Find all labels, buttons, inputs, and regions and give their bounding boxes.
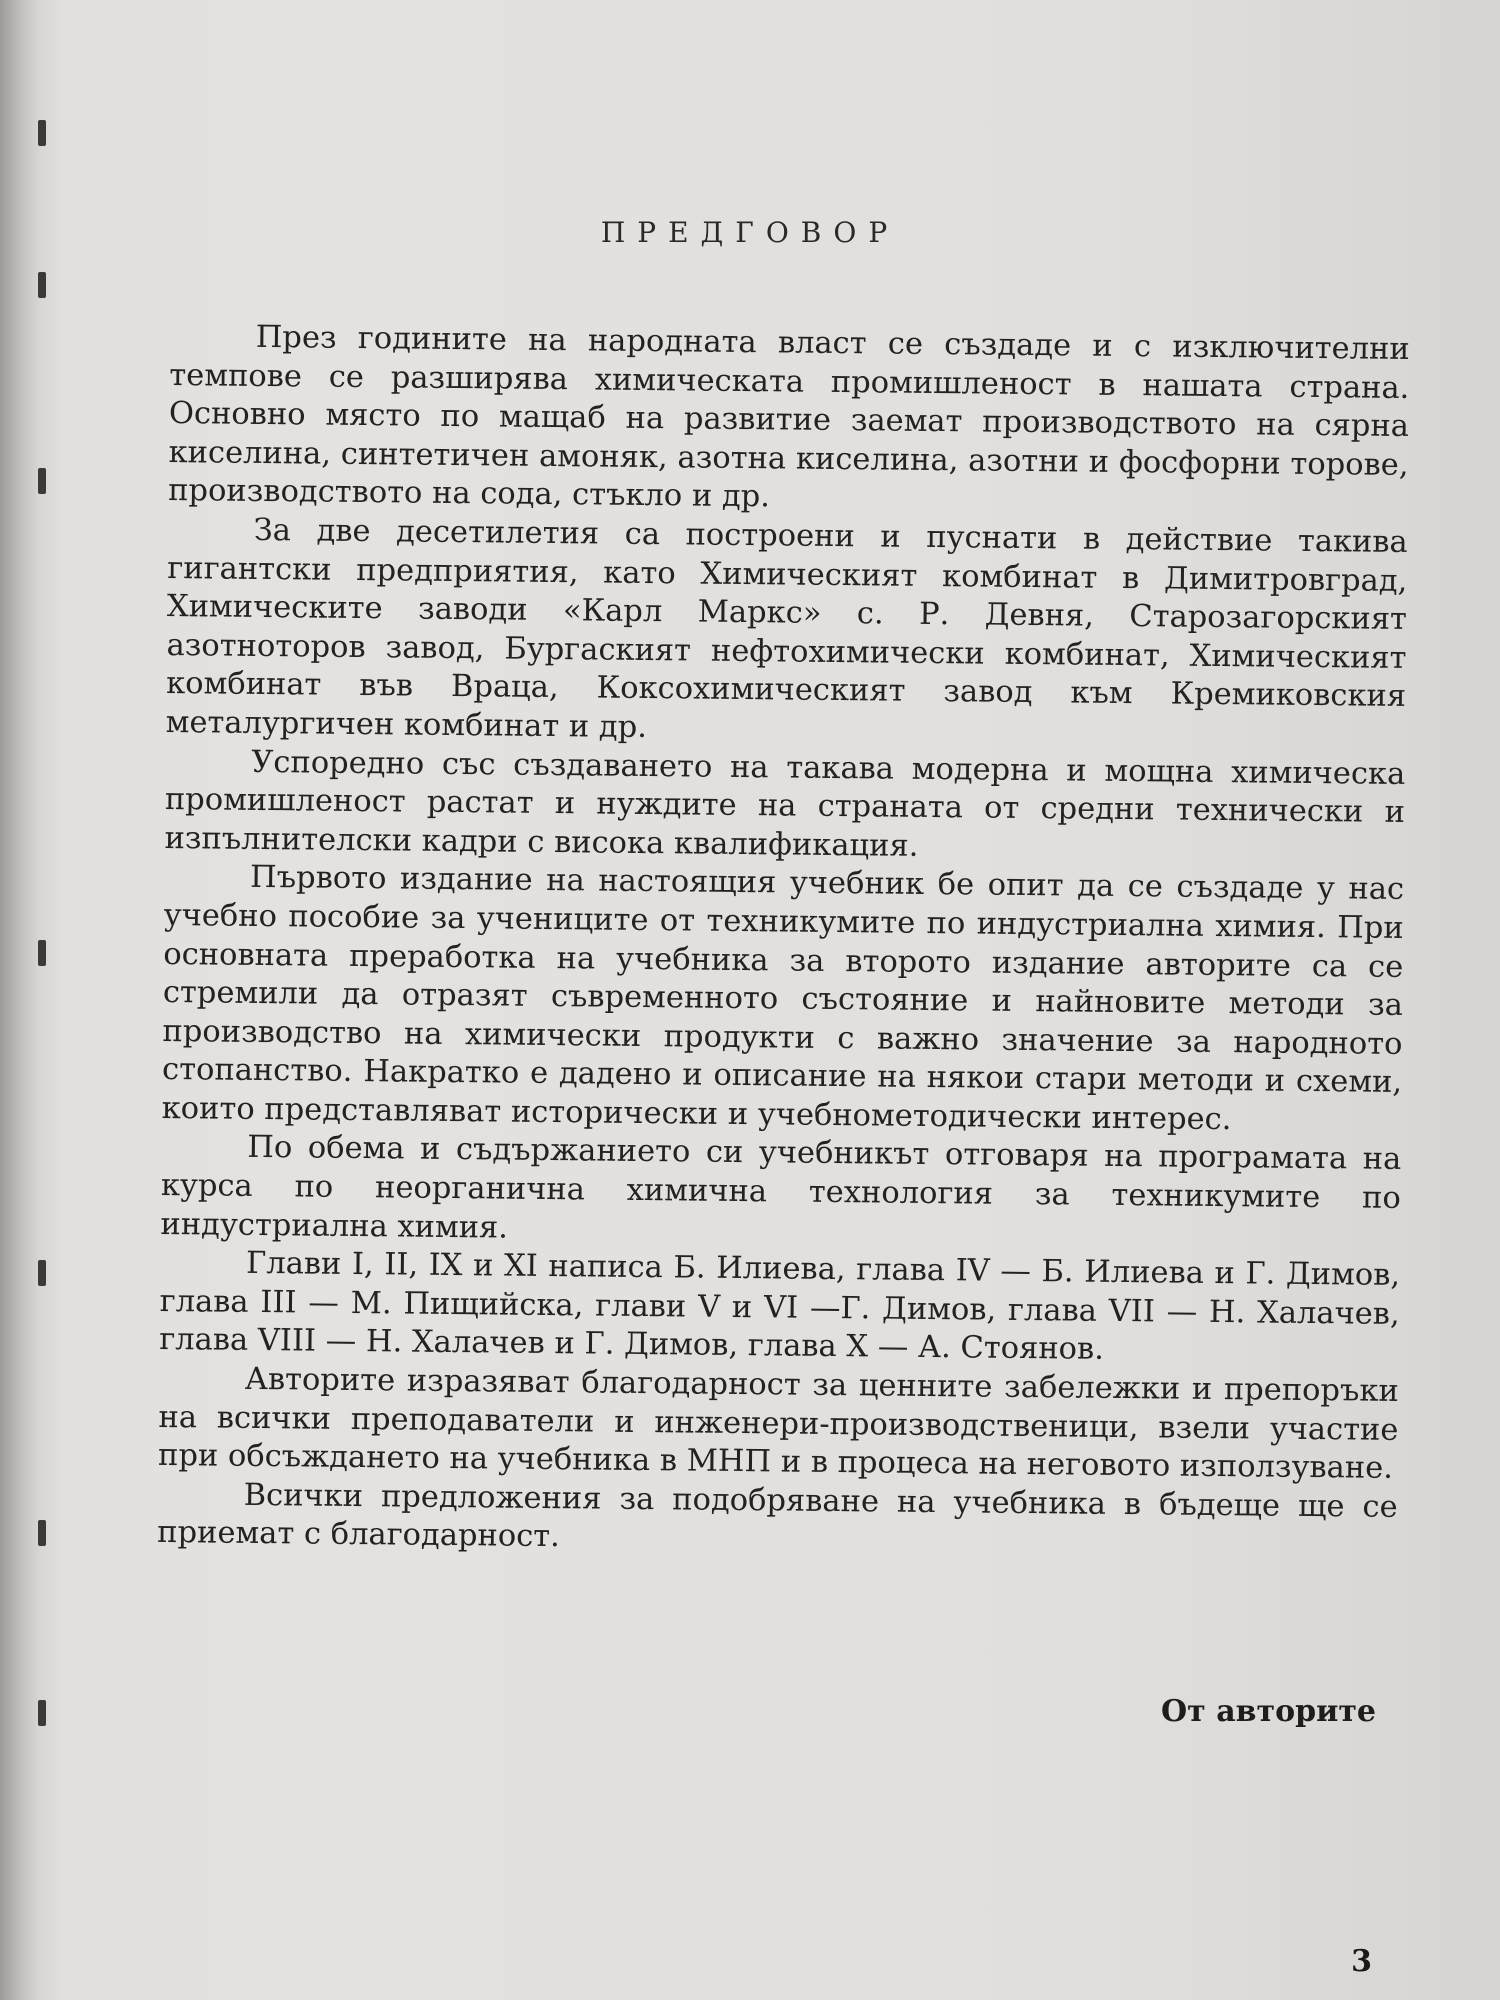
paragraph: Глави I, II, IX и XI написа Б. Илиева, глава IV — Б. Илиева и Г. Димов, глава III — М. Пищийска, глави V и VI —Г. Димов, глава VII — Н. Халачев, глава VIII — Н. Халачев и Г. Димов, глава X — А. Стоянов. (159, 1246, 1401, 1368)
page-binding-edge (0, 0, 58, 2000)
binding-stitch (38, 468, 46, 494)
binding-stitch (38, 120, 46, 146)
signature: От авторите (1161, 1694, 1376, 1729)
paragraph: Успоредно със създаването на такава модерна и мощна химическа промишленост растат и нуждите на страната от средни технически и изпълнителски кадри с висока квалификация. (164, 744, 1406, 864)
page-title: ПРЕДГОВОР (600, 216, 900, 249)
paragraph: Първото издание на настоящия учебник бе опит да се създаде у нас учебно пособие за учениците от техникумите по индустриална химия. При основната преработка на учебника за второто издание авторите са се стремили да отразят съвременното състояние и найновите методи за производство на химически продукти с важно значение за народното стопанство. Накратко е дадено и описание на някои стари методи и схеми, които представляват исторически и учебнометодически интерес. (161, 860, 1405, 1138)
binding-stitch (38, 1520, 46, 1546)
binding-stitch (38, 1700, 46, 1726)
binding-stitch (38, 272, 46, 298)
preface-body (157, 318, 1410, 1566)
paragraph: За две десетилетия са построени и пуснати в действие такива гигантски предприятия, като Химическият комбинат в Димитровград, Химическите заводи «Карл Маркс» с. Р. Девня, Старозагорският азотноторов завод, Бургаският нефтохимически комбинат, Химическият комбинат във Враца, Коксохимическият завод към Кремиковския металургичен комбинат и др. (165, 512, 1408, 745)
paragraph: По обема и съдържанието си учебникът отговаря на програмата на курса по неорганична химична технология за техникумите по индустриална химия. (160, 1130, 1402, 1246)
binding-stitch (38, 940, 46, 966)
paragraph: През годините на народната власт се създаде и с изключителни темпове се разширява химическата промишленост в нашата страна. Основно място по мащаб на развитие заемат производството на сярна киселина, синтетичен амоняк, азотна киселина, азотни и фосфорни торове, производството на сода, стъкло и др. (168, 319, 1410, 515)
paragraph: Авторите изразяват благодарност за ценните забележки и препоръки на всички преподаватели и инженери-производственици, взели участие при обсъждането на учебника в МНП и в процеса на неговото използуване. (157, 1361, 1400, 1487)
paragraph: Всички предложения за подобряване на учебника в бъдеще ще се приемат с благодарност. (157, 1477, 1398, 1555)
binding-stitch (38, 1260, 46, 1286)
page-number: 3 (1351, 1944, 1372, 1979)
